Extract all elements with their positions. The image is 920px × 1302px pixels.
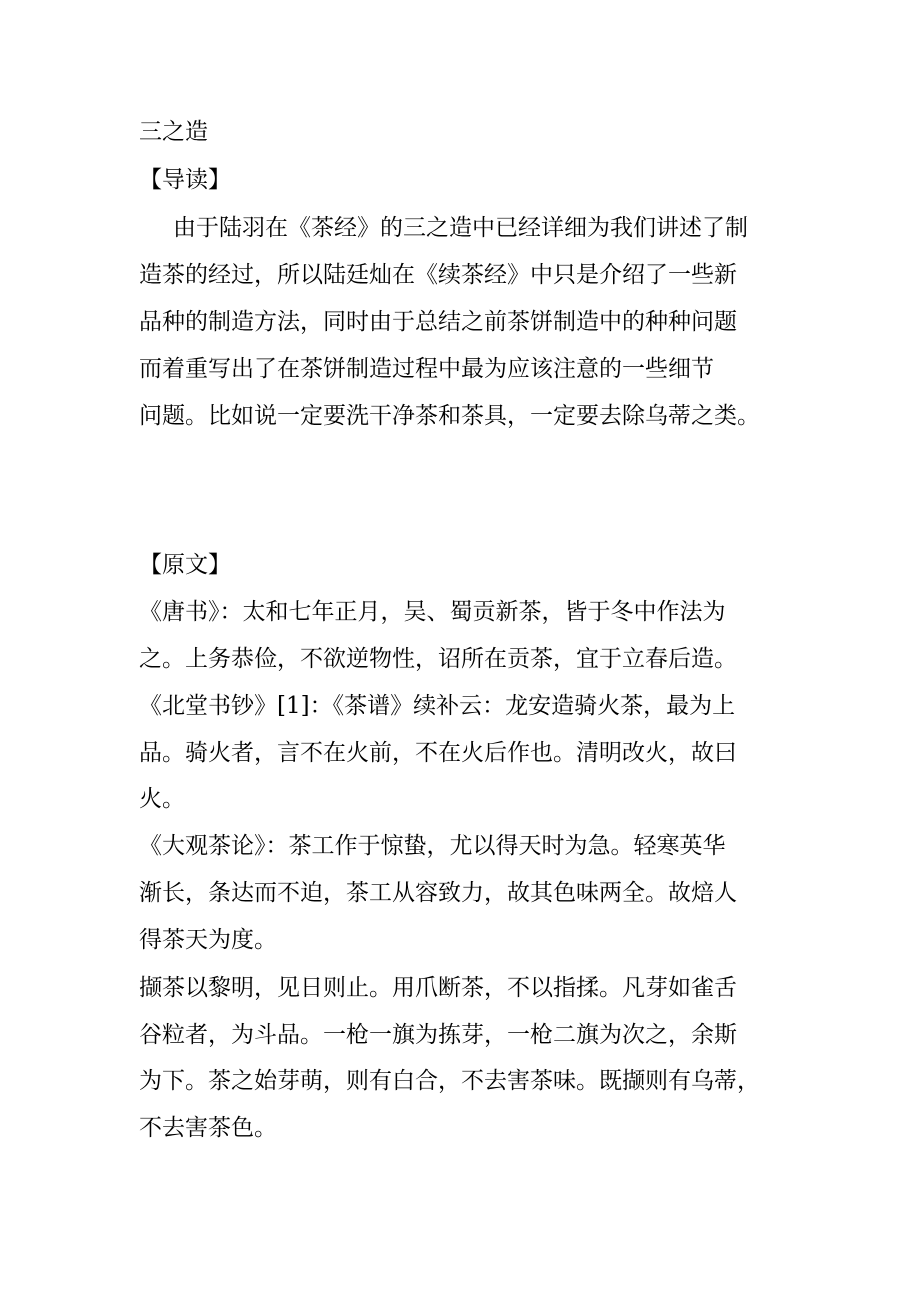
original-p4-line-4: 不去害茶色。 <box>139 1115 277 1141</box>
guide-line-1: 由于陆羽在《茶经》的三之造中已经详细为我们讲述了制 <box>173 215 748 241</box>
guide-line-2: 造茶的经过，所以陆廷灿在《续茶经》中只是介绍了一些新 <box>139 262 737 288</box>
original-p3-line-1: 《大观茶论》：茶工作于惊蛰，尤以得天时为急。轻寒英华 <box>139 833 726 859</box>
original-p1-line-1: 《唐书》：太和七年正月，吴、蜀贡新茶，皆于冬中作法为 <box>139 599 726 625</box>
original-p4-line-2: 谷粒者，为斗品。一枪一旗为拣芽，一枪二旗为次之，余斯 <box>139 1022 737 1048</box>
original-p2-line-2: 品。骑火者，言不在火前，不在火后作也。清明改火，故曰 <box>139 740 737 766</box>
guide-line-5: 问题。比如说一定要洗干净茶和茶具，一定要去除乌蒂之类。 <box>139 403 760 429</box>
chapter-title: 三之造 <box>139 119 208 145</box>
original-p3-line-2: 渐长，条达而不迫，茶工从容致力，故其色味两全。故焙人 <box>139 880 737 906</box>
original-p3-line-3: 得茶天为度。 <box>139 927 277 953</box>
section-heading-guide: 【导读】 <box>139 167 231 193</box>
original-p2-line-1: 《北堂书钞》[1]：《茶谱》续补云：龙安造骑火茶，最为上 <box>139 693 736 719</box>
guide-line-4: 而着重写出了在茶饼制造过程中最为应该注意的一些细节 <box>139 356 714 382</box>
original-p1-line-2: 之。上务恭俭，不欲逆物性，诏所在贡茶，宜于立春后造。 <box>139 646 737 672</box>
section-heading-original: 【原文】 <box>139 552 231 578</box>
guide-line-3: 品种的制造方法，同时由于总结之前茶饼制造中的种种问题 <box>139 309 737 335</box>
original-p2-line-3: 火。 <box>139 786 185 812</box>
original-p4-line-3: 为下。茶之始芽萌，则有白合，不去害茶味。既撷则有乌蒂， <box>139 1068 760 1094</box>
original-p4-line-1: 撷茶以黎明，见日则止。用爪断茶，不以指揉。凡芽如雀舌 <box>139 975 737 1001</box>
